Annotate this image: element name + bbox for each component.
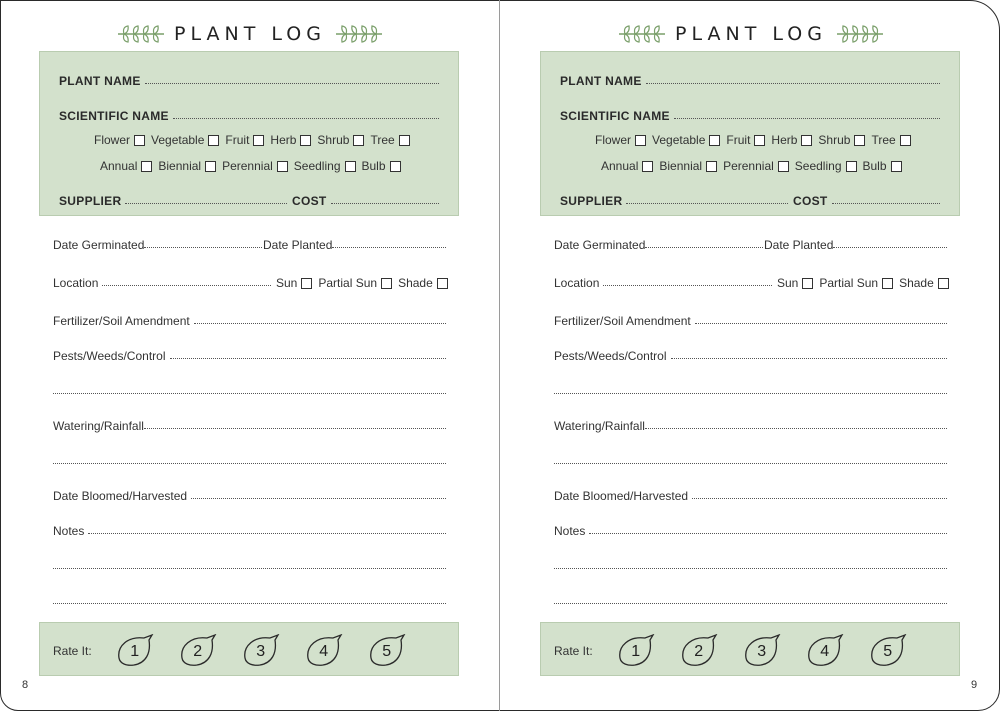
checkbox[interactable] — [390, 161, 401, 172]
location-line[interactable] — [603, 284, 772, 286]
checkbox-option[interactable] — [899, 276, 949, 290]
watering-label: Watering/Rainfall — [53, 419, 144, 433]
checkbox[interactable] — [253, 135, 264, 146]
checkbox-option[interactable] — [100, 159, 152, 173]
checkbox[interactable] — [301, 278, 312, 289]
checkbox-option[interactable] — [151, 133, 219, 147]
title-row — [0, 19, 500, 49]
plant-name-line[interactable] — [646, 82, 940, 84]
notes-extra-line-1[interactable] — [53, 559, 446, 573]
checkbox-label: Annual — [601, 159, 639, 173]
date-planted-field[interactable] — [764, 238, 947, 252]
checkbox[interactable] — [277, 161, 288, 172]
checkbox[interactable] — [802, 278, 813, 289]
plant-name-label: PLANT NAME — [560, 74, 642, 88]
plant-name-field[interactable] — [560, 74, 940, 88]
scientific-name-field[interactable] — [59, 109, 439, 123]
checkbox[interactable] — [882, 278, 893, 289]
rating-number: 1 — [631, 643, 641, 660]
checkbox[interactable] — [437, 278, 448, 289]
title-row — [501, 19, 1000, 49]
rating-leaf-3[interactable] — [741, 634, 781, 668]
leaf-sprig-right-icon — [835, 24, 885, 44]
checkbox-option[interactable] — [795, 159, 857, 173]
checkbox[interactable] — [891, 161, 902, 172]
date-planted-line[interactable] — [332, 246, 446, 248]
checkbox-option[interactable] — [652, 133, 720, 147]
location-label: Location — [554, 276, 600, 290]
supplier-line[interactable] — [125, 202, 287, 204]
checkbox[interactable] — [205, 161, 216, 172]
checkbox-label: Bulb — [361, 159, 386, 173]
checkbox-label: Fruit — [726, 133, 751, 147]
pests-field[interactable] — [554, 349, 947, 363]
checkbox-option[interactable] — [871, 133, 910, 147]
date-planted-label: Date Planted — [764, 238, 834, 252]
page-title: PLANT LOG — [174, 23, 326, 45]
plant-name-line[interactable] — [145, 82, 439, 84]
checkbox-option[interactable] — [863, 159, 902, 173]
plant-cycle-row — [601, 159, 908, 173]
checkbox-label: Partial Sun — [318, 276, 378, 290]
plant-cycle-row — [100, 159, 407, 173]
checkbox-option[interactable] — [723, 159, 789, 173]
blank-line[interactable] — [554, 602, 947, 604]
page-number: 8 — [22, 679, 29, 691]
cost-line[interactable] — [331, 202, 439, 204]
supplier-line[interactable] — [626, 202, 788, 204]
rating-number: 1 — [130, 643, 140, 660]
watering-line[interactable] — [144, 427, 446, 429]
scientific-name-label: SCIENTIFIC NAME — [59, 109, 169, 123]
checkbox-option[interactable] — [595, 133, 646, 147]
blank-line[interactable] — [53, 567, 446, 569]
page-right — [501, 0, 1000, 711]
cost-label: COST — [292, 194, 327, 208]
supplier-label: SUPPLIER — [560, 194, 623, 208]
fertilizer-label: Fertilizer/Soil Amendment — [554, 314, 691, 328]
location-field[interactable] — [554, 276, 772, 290]
rate-label: Rate It: — [554, 644, 593, 658]
rating-leaf-4[interactable] — [303, 634, 343, 668]
bloomed-label: Date Bloomed/Harvested — [53, 489, 188, 503]
notes-line[interactable] — [589, 532, 947, 534]
rating-leaf-4[interactable] — [804, 634, 844, 668]
checkbox-label: Perennial — [723, 159, 774, 173]
checkbox[interactable] — [900, 135, 911, 146]
checkbox[interactable] — [635, 135, 646, 146]
checkbox-option[interactable] — [276, 276, 312, 290]
rating-leaf-5[interactable] — [867, 634, 907, 668]
checkbox-label: Flower — [595, 133, 632, 147]
checkbox-label: Vegetable — [652, 133, 706, 147]
checkbox-label: Tree — [370, 133, 395, 147]
rating-number: 5 — [883, 643, 893, 660]
checkbox-option[interactable] — [819, 276, 893, 290]
pests-field[interactable] — [53, 349, 446, 363]
checkbox[interactable] — [778, 161, 789, 172]
checkbox-label: Fruit — [225, 133, 250, 147]
checkbox[interactable] — [846, 161, 857, 172]
rating-leaf-1[interactable] — [615, 634, 655, 668]
fertilizer-field[interactable] — [554, 314, 947, 328]
scientific-name-field[interactable] — [560, 109, 940, 123]
bloomed-label: Date Bloomed/Harvested — [554, 489, 689, 503]
checkbox-label: Herb — [771, 133, 798, 147]
blank-line[interactable] — [554, 392, 947, 394]
checkbox[interactable] — [642, 161, 653, 172]
rating-leaf-2[interactable] — [678, 634, 718, 668]
pests-line[interactable] — [170, 357, 447, 359]
checkbox-label: Biennial — [158, 159, 202, 173]
fertilizer-field[interactable] — [53, 314, 446, 328]
checkbox-option[interactable] — [771, 133, 812, 147]
checkbox-option[interactable] — [777, 276, 813, 290]
plant-type-row — [94, 133, 416, 147]
notes-extra-line-1[interactable] — [554, 559, 947, 573]
supplier-label: SUPPLIER — [59, 194, 122, 208]
notes-field[interactable] — [53, 524, 446, 538]
fertilizer-line[interactable] — [194, 322, 446, 324]
watering-line[interactable] — [645, 427, 947, 429]
checkbox[interactable] — [706, 161, 717, 172]
blank-line[interactable] — [53, 602, 446, 604]
checkbox[interactable] — [300, 135, 311, 146]
bloomed-line[interactable] — [692, 497, 947, 499]
plant-type-row — [595, 133, 917, 147]
pests-line[interactable] — [671, 357, 948, 359]
leaf-sprig-right-icon — [334, 24, 384, 44]
rating-row — [53, 634, 429, 668]
blank-line[interactable] — [53, 462, 446, 464]
checkbox-option[interactable] — [270, 133, 311, 147]
checkbox-option[interactable] — [317, 133, 364, 147]
checkbox-label: Biennial — [659, 159, 703, 173]
date-planted-field[interactable] — [263, 238, 446, 252]
page-number: 9 — [971, 679, 978, 691]
checkbox-option[interactable] — [818, 133, 865, 147]
checkbox[interactable] — [801, 135, 812, 146]
pests-extra-line[interactable] — [53, 384, 446, 398]
blank-line[interactable] — [53, 392, 446, 394]
checkbox-label: Flower — [94, 133, 131, 147]
supplier-field[interactable] — [59, 194, 287, 208]
checkbox[interactable] — [381, 278, 392, 289]
rating-number: 5 — [382, 643, 392, 660]
location-field[interactable] — [53, 276, 271, 290]
plant-name-label: PLANT NAME — [59, 74, 141, 88]
pests-label: Pests/Weeds/Control — [53, 349, 166, 363]
date-germinated-line[interactable] — [645, 246, 763, 248]
fertilizer-line[interactable] — [695, 322, 947, 324]
watering-extra-line[interactable] — [53, 454, 446, 468]
checkbox-label: Seedling — [293, 159, 341, 173]
checkbox-label: Sun — [777, 276, 799, 290]
rating-leaf-3[interactable] — [240, 634, 280, 668]
blank-line[interactable] — [554, 462, 947, 464]
checkbox-option[interactable] — [225, 133, 264, 147]
leaf-sprig-left-icon — [617, 24, 667, 44]
bloomed-line[interactable] — [191, 497, 446, 499]
checkbox-label: Tree — [871, 133, 896, 147]
cost-label: COST — [793, 194, 828, 208]
cost-field[interactable] — [292, 194, 439, 208]
watering-extra-line[interactable] — [554, 454, 947, 468]
plant-name-field[interactable] — [59, 74, 439, 88]
fertilizer-label: Fertilizer/Soil Amendment — [53, 314, 190, 328]
checkbox-label: Shrub — [818, 133, 851, 147]
rating-number: 2 — [694, 643, 704, 660]
rating-row — [554, 634, 930, 668]
checkbox-label: Bulb — [862, 159, 887, 173]
checkbox[interactable] — [399, 135, 410, 146]
rating-leaf-1[interactable] — [114, 634, 154, 668]
date-germinated-line[interactable] — [144, 246, 262, 248]
checkbox-label: Seedling — [794, 159, 842, 173]
scientific-name-line[interactable] — [674, 117, 940, 119]
checkbox-label: Herb — [270, 133, 297, 147]
checkbox[interactable] — [709, 135, 720, 146]
checkbox-label: Vegetable — [151, 133, 205, 147]
notes-label: Notes — [554, 524, 586, 538]
page-title: PLANT LOG — [675, 23, 827, 45]
date-germinated-label: Date Germinated — [53, 238, 145, 252]
date-germinated-label: Date Germinated — [554, 238, 646, 252]
date-planted-label: Date Planted — [263, 238, 333, 252]
supplier-field[interactable] — [560, 194, 788, 208]
checkbox-option[interactable] — [158, 159, 216, 173]
checkbox[interactable] — [345, 161, 356, 172]
checkbox-option[interactable] — [398, 276, 448, 290]
location-line[interactable] — [102, 284, 271, 286]
checkbox-option[interactable] — [362, 159, 401, 173]
bloomed-field[interactable] — [554, 489, 947, 503]
pests-label: Pests/Weeds/Control — [554, 349, 667, 363]
pests-extra-line[interactable] — [554, 384, 947, 398]
checkbox-label: Partial Sun — [819, 276, 879, 290]
scientific-name-label: SCIENTIFIC NAME — [560, 109, 670, 123]
checkbox-option[interactable] — [318, 276, 392, 290]
bloomed-field[interactable] — [53, 489, 446, 503]
checkbox-option[interactable] — [726, 133, 765, 147]
checkbox-option[interactable] — [222, 159, 288, 173]
light-options-row — [777, 276, 955, 290]
date-germinated-field[interactable] — [53, 238, 262, 252]
date-germinated-field[interactable] — [554, 238, 763, 252]
checkbox[interactable] — [208, 135, 219, 146]
rating-number: 4 — [319, 643, 329, 660]
checkbox-label: Sun — [276, 276, 298, 290]
rating-leaf-2[interactable] — [177, 634, 217, 668]
notes-field[interactable] — [554, 524, 947, 538]
location-label: Location — [53, 276, 99, 290]
rating-number: 3 — [256, 643, 266, 660]
checkbox-label: Annual — [100, 159, 138, 173]
checkbox[interactable] — [353, 135, 364, 146]
notes-extra-line-2[interactable] — [554, 594, 947, 608]
notes-label: Notes — [53, 524, 85, 538]
rating-number: 4 — [820, 643, 830, 660]
leaf-sprig-left-icon — [116, 24, 166, 44]
rating-leaf-5[interactable] — [366, 634, 406, 668]
scientific-name-line[interactable] — [173, 117, 439, 119]
checkbox-label: Shade — [899, 276, 934, 290]
notes-extra-line-2[interactable] — [53, 594, 446, 608]
light-options-row — [276, 276, 454, 290]
checkbox-option[interactable] — [294, 159, 356, 173]
checkbox[interactable] — [134, 135, 145, 146]
checkbox-option[interactable] — [659, 159, 717, 173]
checkbox-option[interactable] — [601, 159, 653, 173]
checkbox-label: Perennial — [222, 159, 273, 173]
watering-field[interactable] — [53, 419, 446, 433]
rating-number: 2 — [193, 643, 203, 660]
cost-field[interactable] — [793, 194, 940, 208]
checkbox[interactable] — [754, 135, 765, 146]
watering-label: Watering/Rainfall — [554, 419, 645, 433]
checkbox-label: Shade — [398, 276, 433, 290]
checkbox-label: Shrub — [317, 133, 350, 147]
checkbox[interactable] — [141, 161, 152, 172]
date-planted-line[interactable] — [833, 246, 947, 248]
cost-line[interactable] — [832, 202, 940, 204]
notes-line[interactable] — [88, 532, 446, 534]
checkbox[interactable] — [938, 278, 949, 289]
watering-field[interactable] — [554, 419, 947, 433]
checkbox-option[interactable] — [370, 133, 409, 147]
checkbox[interactable] — [854, 135, 865, 146]
rating-number: 3 — [757, 643, 767, 660]
rate-label: Rate It: — [53, 644, 92, 658]
checkbox-option[interactable] — [94, 133, 145, 147]
blank-line[interactable] — [554, 567, 947, 569]
